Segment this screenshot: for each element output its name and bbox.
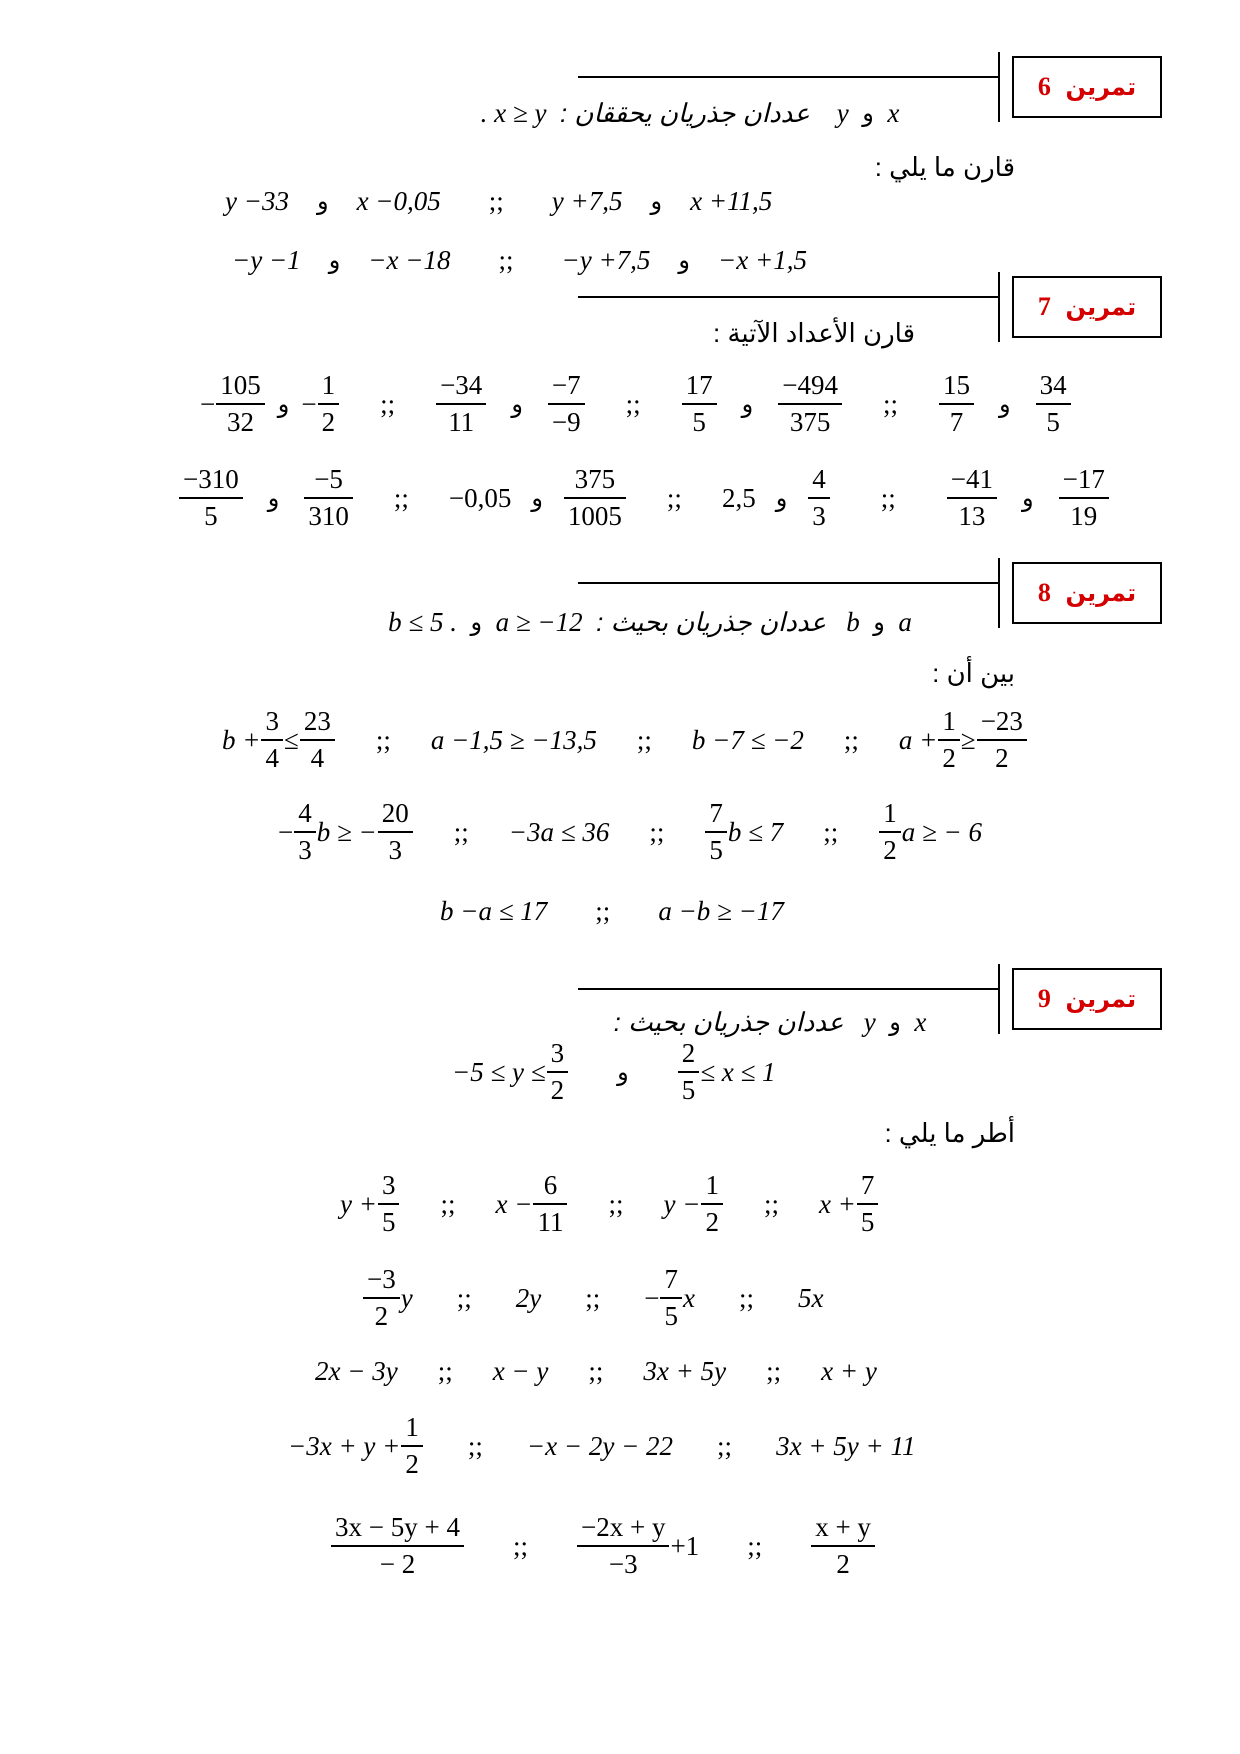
exercise-7-row-2: $\frac{-310}{5}$ و $\frac{-5}{310}$ ;; −0,05 و $\frac{375}{1005}$ ;; 2,5 و $\frac{4}{3}$ ;; $\frac{-41}{13}$ و $\frac{-17}{19}$: [178, 466, 1110, 530]
exercise-7-label: تمرين 7: [1012, 276, 1162, 338]
exercise-9-conditions: −5 ≤ y ≤ $\frac{3}{2}$ و $\frac{2}{5}$ ≤ x ≤ 1: [452, 1038, 776, 1105]
exercise-8-row-3: b −a ≤ 17 ;; a −b ≥ −17: [440, 896, 784, 926]
exercise-6-intro: x و y عددان جذريان يحققان : . x ≥ y: [480, 97, 900, 128]
exercise-7-task: قارن الأعداد الآتية :: [713, 318, 915, 348]
exercise-8-label: تمرين 8: [1012, 562, 1162, 624]
exercise-9-label: تمرين 9: [1012, 968, 1162, 1030]
exercise-9-row-1: y + $\frac{3}{5}$ ;; x − $\frac{6}{11}$ ;; y − $\frac{1}{2}$ ;; x + $\frac{7}{5}$: [340, 1172, 879, 1236]
exercise-6-label: تمرين 6: [1012, 56, 1162, 118]
exercise-9-row-5: $\frac{3x - 5y + 4}{- 2}$ ;; $\frac{-2x + y}{-3}$ +1 ;; $\frac{x + y}{2}$: [330, 1514, 876, 1578]
exercise-8-row-2: − $\frac{4}{3}$ b ≥ − $\frac{20}{3}$ ;; −3a ≤ 36 ;; $\frac{7}{5}$ b ≤ 7 ;; $\frac{1}{2}$ a ≥ − 6: [278, 798, 982, 865]
exercise-8-row-1: b + $\frac{3}{4}$ ≤ $\frac{23}{4}$ ;; a −1,5 ≥ −13,5 ;; b −7 ≤ −2 ;; a + $\frac{1}{2}$ ≥ $\frac{-23}{2}$: [222, 708, 1028, 772]
exercise-9-row-3: 2x − 3y ;; x − y ;; 3x + 5y ;; x + y: [315, 1356, 877, 1386]
exercise-6-task: قارن ما يلي :: [874, 152, 1015, 182]
exercise-8-intro: a و b عددان جذريان بحيث : a ≥ −12 و b ≤ 5 .: [388, 606, 912, 637]
exercise-7-row-1: − $\frac{105}{32}$ و − $\frac{1}{2}$ ;; $\frac{-34}{11}$ و $\frac{-7}{-9}$ ;; $\frac{17}{5}$ و $\frac{-494}{375}$ ;; $\frac{15}{7}$ و $\frac{34}{5}$: [200, 372, 1072, 436]
exercise-8-task: بين أن :: [932, 658, 1015, 688]
exercise-9-row-4: −3x + y + $\frac{1}{2}$ ;; −x − 2y − 22 ;; 3x + 5y + 11: [288, 1412, 916, 1479]
exercise-6-row-1: y −33 و x −0,05 ;; y +7,5 و x +11,5: [225, 186, 773, 216]
exercise-9-task: أطر ما يلي :: [884, 1118, 1015, 1148]
exercise-9-row-2: $\frac{-3}{2}$ y ;; 2y ;; − $\frac{7}{5}$ x ;; 5x: [362, 1266, 823, 1330]
exercise-7-header: [0, 272, 1240, 342]
exercise-6-row-2: −y −1 و −x −18 ;; −y +7,5 و −x +1,5: [232, 245, 807, 275]
exercise-9-intro: x و y عددان جذريان بحيث :: [613, 1006, 927, 1037]
